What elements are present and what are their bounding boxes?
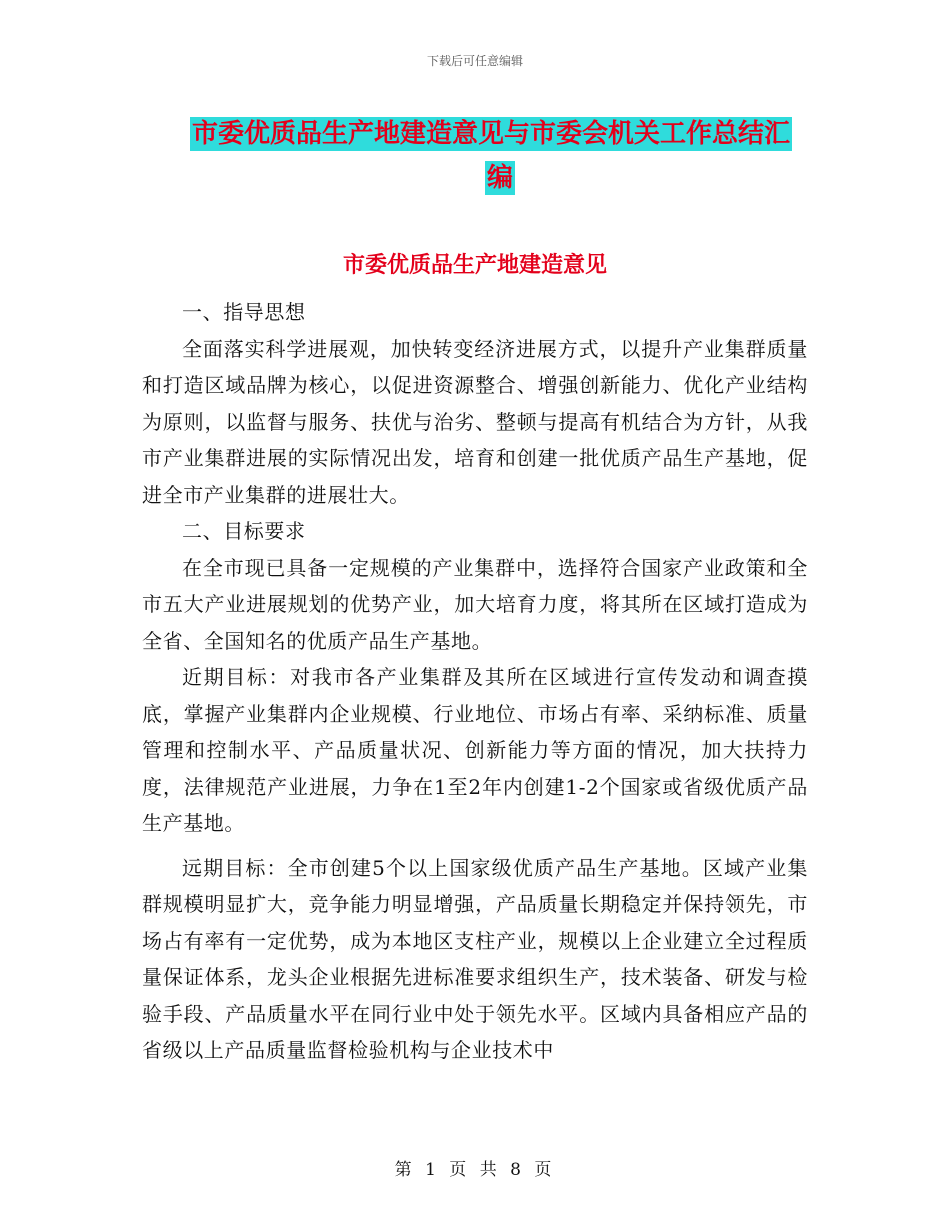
main-title-line1: 市委优质品生产地建造意见与市委会机关工作总结汇 <box>192 119 791 149</box>
paragraph: 近期目标：对我市各产业集群及其所在区域进行宣传发动和调查摸底，掌握产业集群内企业规模、行业地位、市场占有率、采纳标准、质量管理和控制水平、产品质量状况、创新能力等方面的情况，加大扶持力度，法律规范产业进展，力争在1至2年内创建1-2个国家或省级优质产品生产基地。 <box>142 665 808 835</box>
paragraph: 二、目标要求 <box>182 519 306 543</box>
body-text <box>142 294 808 1069</box>
paragraph: 远期目标：全市创建5个以上国家级优质产品生产基地。区域产业集群规模明显扩大，竞争能力明显增强，产品质量长期稳定并保持领先，市场占有率有一定优势，成为本地区支柱产业，规模以上企业建立全过程质量保证体系，龙头企业根据先进标准要求组织生产，技术装备、研发与检验手段、产品质量水平在同行业中处于领先水平。区域内具备相应产品的省级以上产品质量监督检验机构与企业技术中 <box>142 855 808 1062</box>
paragraph: 一、指导思想 <box>182 300 306 324</box>
paragraph: 在全市现已具备一定规模的产业集群中，选择符合国家产业政策和全市五大产业进展规划的优势产业，加大培育力度，将其所在区域打造成为全省、全国知名的优质产品生产基地。 <box>142 555 808 653</box>
header-note: 下载后可任意编辑 <box>426 54 523 68</box>
main-title-line2: 编 <box>486 163 513 193</box>
section-title: 市委优质品生产地建造意见 <box>342 253 607 278</box>
paragraph: 全面落实科学进展观，加快转变经济进展方式，以提升产业集群质量和打造区域品牌为核心，以促进资源整合、增强创新能力、优化产业结构为原则，以监督与服务、扶优与治劣、整顿与提高有机结合为方针，从我市产业集群进展的实际情况出发，培育和创建一批优质产品生产基地，促进全市产业集群的进展壮大。 <box>142 336 808 507</box>
page-footer: 第 1 页 共 8 页 <box>394 1160 556 1180</box>
main-title <box>190 112 810 200</box>
